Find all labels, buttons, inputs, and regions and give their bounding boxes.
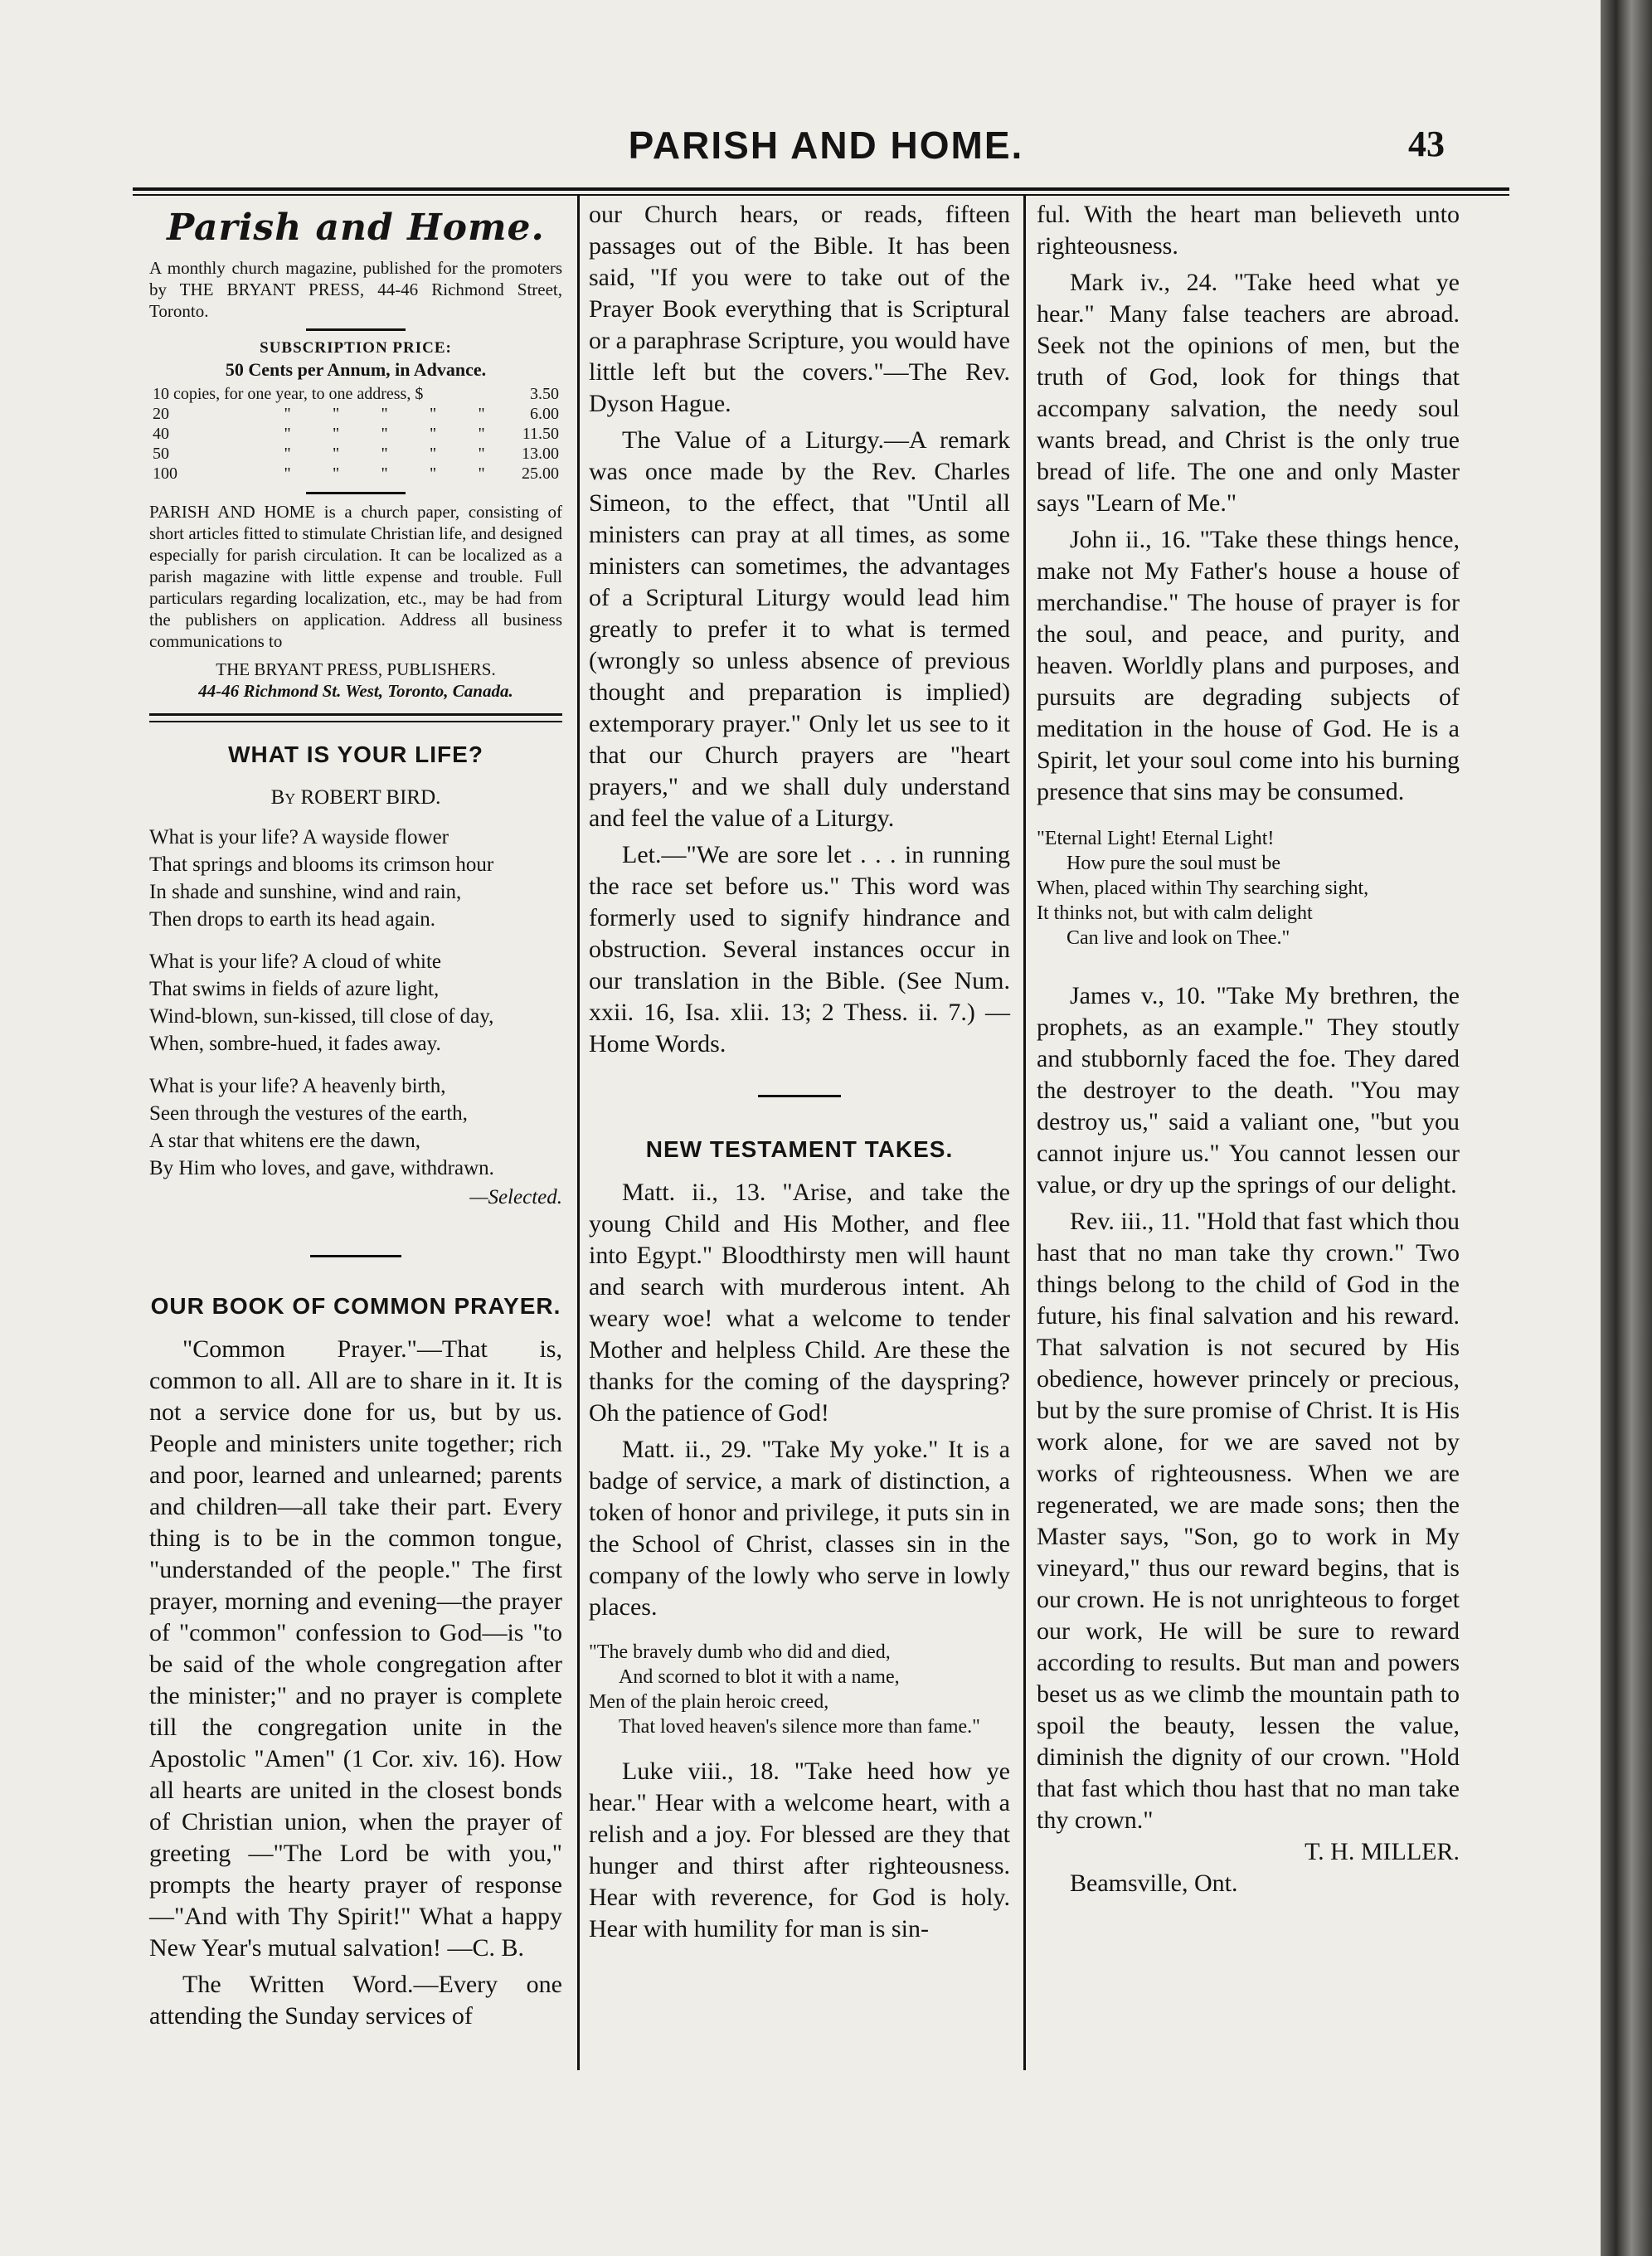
header-rule-top xyxy=(133,187,1509,191)
poem-line: What is your life? A heavenly birth, xyxy=(149,1075,446,1097)
ditto-mark: " xyxy=(284,405,291,423)
verse-block xyxy=(1037,826,1460,951)
running-header-title: PARISH AND HOME. xyxy=(628,124,1024,167)
rate-copies: 10 copies, for one year, to one address, $ xyxy=(153,385,424,403)
verse-line: It thinks not, but with calm delight xyxy=(1037,902,1313,924)
ditto-mark: " xyxy=(333,405,340,423)
column-divider-2 xyxy=(1023,196,1026,2070)
ditto-mark: " xyxy=(478,425,485,443)
ditto-mark: " xyxy=(478,445,485,463)
article-paragraph: The Written Word.—Every one attending the Sunday services of xyxy=(149,1971,562,2030)
page-number: 43 xyxy=(1408,124,1445,164)
column-2 xyxy=(589,199,1010,1950)
ditto-mark: " xyxy=(478,464,485,483)
address-line: 44-46 Richmond St. West, Toronto, Canada. xyxy=(198,681,513,701)
poem-line: That swims in fields of azure light, xyxy=(149,978,440,1000)
ditto-mark: " xyxy=(478,405,485,423)
article-paragraph: our Church hears, or reads, fifteen passages out of the Bible. It has been said, "If you were to take out of the Prayer Book everything that is Scriptural or a paraphrase Scripture, you would have little left but the covers."—The Rev. Dyson Hague. xyxy=(589,201,1010,417)
masthead: Parish and Home. xyxy=(167,207,545,249)
verse-block xyxy=(589,1640,1010,1739)
verse-line: Can live and look on Thee." xyxy=(1067,927,1290,949)
rate-price: 11.50 xyxy=(522,425,559,443)
ditto-mark: " xyxy=(429,405,437,423)
table-row xyxy=(149,404,562,424)
article-paragraph: Mark iv., 24. "Take heed what ye hear." Many false teachers are abroad. Seek not the opinions of men, but the truth of God, look for things that accompany salvation, the needy soul wants bread, and Christ is the only true bread of life. The one and only Master says "Learn of Me." xyxy=(1037,269,1460,517)
subscription-heading: SUBSCRIPTION PRICE: xyxy=(260,339,452,357)
rate-copies: 100 xyxy=(153,464,177,483)
author-signature: T. H. MILLER. xyxy=(1305,1838,1460,1865)
table-row xyxy=(149,464,562,484)
divider xyxy=(306,328,406,331)
ditto-mark: " xyxy=(333,425,340,443)
rate-price: 6.00 xyxy=(530,405,559,423)
verse-line: "The bravely dumb who did and died, xyxy=(589,1641,891,1663)
table-row xyxy=(149,384,562,404)
poem-signature: —Selected. xyxy=(469,1186,562,1208)
author-place: Beamsville, Ont. xyxy=(1070,1869,1238,1897)
rate-price: 25.00 xyxy=(522,464,559,483)
poem-line: By Him who loves, and gave, withdrawn. xyxy=(149,1157,494,1179)
article-paragraph: Matt. ii., 29. "Take My yoke." It is a badge of service, a mark of distinction, a token of honor and privilege, it puts sin in the School of Christ, classes sin in the company of the lowly who serve in lowly places. xyxy=(589,1436,1010,1621)
poem-line: Seen through the vestures of the earth, xyxy=(149,1102,468,1125)
poem-line: Wind-blown, sun-kissed, till close of day, xyxy=(149,1005,494,1028)
poem-title: WHAT IS YOUR LIFE? xyxy=(228,741,483,767)
poem-byline: By ROBERT BIRD. xyxy=(270,786,441,809)
table-row xyxy=(149,424,562,444)
ditto-mark: " xyxy=(429,464,437,483)
article-paragraph: ful. With the heart man believeth unto righteousness. xyxy=(1037,201,1460,260)
section-rule xyxy=(149,721,562,722)
poem-line: That springs and blooms its crimson hour xyxy=(149,853,494,876)
ditto-mark: " xyxy=(381,464,388,483)
poem-stanza xyxy=(149,1072,562,1182)
article-paragraph: James v., 10. "Take My brethren, the prophets, as an example." They stoutly and stubbornly faced the foe. They dared the destroyer to the death. "You may destroy us," said a valiant one, "but you cannot injure us." You cannot lessen our value, or dry up the springs of our delight. xyxy=(1037,982,1460,1198)
article-paragraph: The Value of a Liturgy.—A remark was once made by the Rev. Charles Simeon, to the effect, that "Until all ministers can pray at all times, as some ministers can sometimes, the advantages of a Scriptural Liturgy would lead him greatly to prefer it to what is termed (wrongly so unless absence of previous thought and preparation is implied) extemporary prayer." Only let us see to it that our Church prayers are "heart prayers," and we shall duly understand and feel the value of a Liturgy. xyxy=(589,426,1010,832)
description-text: PARISH AND HOME is a church paper, consisting of short articles fitted to stimulate Christian life, and designed especially for parish circulation. It can be localized as a parish magazine with little expense and trouble. Full particulars regarding localization, etc., may be had from the publishers on application. Address all business communications to xyxy=(149,502,562,651)
article-title: OUR BOOK OF COMMON PRAYER. xyxy=(150,1293,561,1319)
poem-line: What is your life? A wayside flower xyxy=(149,826,449,848)
article-paragraph: Let.—"We are sore let . . . in running the race set before us." This word was formerly used to signify hindrance and obstruction. Several instances occur in our translation in the Bible. (See Num. xxii. 16, Isa. xlii. 13; 2 Thess. ii. 7.) —Home Words. xyxy=(589,841,1010,1058)
ditto-mark: " xyxy=(429,445,437,463)
article-paragraph: Luke viii., 18. "Take heed how ye hear." Hear with a welcome heart, with a relish and a joy. For blessed are they that hunger and thirst after righteousness. Hear with reverence, for God is holy. Hear with humility for man is sin- xyxy=(589,1758,1010,1942)
rate-copies: 50 xyxy=(153,445,169,463)
ditto-mark: " xyxy=(333,464,340,483)
ditto-mark: " xyxy=(284,425,291,443)
verse-line: When, placed within Thy searching sight, xyxy=(1037,878,1369,899)
divider xyxy=(310,1255,401,1257)
poem-line: Then drops to earth its head again. xyxy=(149,908,436,931)
poem-stanza xyxy=(149,948,562,1058)
publisher-line: THE BRYANT PRESS, PUBLISHERS. xyxy=(216,659,496,679)
verse-line: "Eternal Light! Eternal Light! xyxy=(1037,828,1275,849)
rates-table xyxy=(149,384,562,484)
poem-line: What is your life? A cloud of white xyxy=(149,951,442,973)
article-paragraph: Rev. iii., 11. "Hold that fast which thou hast that no man take thy crown." Two things belong to the child of God in the future, his final salvation and his reward. That salvation is not secured by His obedience, however princely or precious, but by the sure promise of Christ. It is His work alone, for we are saved not by works of righteousness. When we are regenerated, we are made sons; then the Master says, "Son, go to work in My vineyard," thus our reward begins, that is our crown. He is not unrighteous to forget our work, He will be sure to reward according to results. But man and powers beset us as we climb the mountain path to spoil the beauty, lessen the value, diminish the dignity of our crown. "Hold that fast which thou hast that no man take thy crown." xyxy=(1037,1208,1460,1834)
column-1 xyxy=(149,207,562,2037)
poem-line: A star that whitens ere the dawn, xyxy=(149,1130,420,1152)
column-3 xyxy=(1037,199,1460,1899)
poem-stanza xyxy=(149,824,562,933)
section-rule xyxy=(149,713,562,716)
masthead-info xyxy=(149,257,562,702)
ditto-mark: " xyxy=(381,425,388,443)
article-paragraph: John ii., 16. "Take these things hence, make not My Father's house a house of merchandise." The house of prayer is for the soul, and peace, and purity, and heaven. Worldly plans and purposes, and pursuits are degrading subjects of meditation in the house of God. He is a Spirit, let your soul come into his burning presence that sins may be consumed. xyxy=(1037,526,1460,805)
rate-copies: 20 xyxy=(153,405,169,423)
subscription-line: 50 Cents per Annum, in Advance. xyxy=(225,359,487,380)
article-paragraph: Matt. ii., 13. "Arise, and take the young Child and His Mother, and flee into Egypt." Bloodthirsty men will haunt and search with murderous intent. Ah weary woe! what a welcome to tender Mother and helpless Child. Are these the thanks for the coming of the dayspring? Oh the patience of God! xyxy=(589,1179,1010,1427)
poem-line: In shade and sunshine, wind and rain, xyxy=(149,881,462,903)
verse-line: And scorned to blot it with a name, xyxy=(619,1666,900,1688)
ditto-mark: " xyxy=(284,445,291,463)
ditto-mark: " xyxy=(284,464,291,483)
ditto-mark: " xyxy=(381,405,388,423)
ditto-mark: " xyxy=(333,445,340,463)
book-spine-edge xyxy=(1601,0,1652,2256)
divider xyxy=(758,1095,841,1097)
table-row xyxy=(149,444,562,464)
divider xyxy=(306,492,406,494)
intro-text: A monthly church magazine, published for the promoters by THE BRYANT PRESS, 44-46 Richmond Street, Toronto. xyxy=(149,258,562,321)
verse-line: How pure the soul must be xyxy=(1067,853,1280,874)
verse-line: Men of the plain heroic creed, xyxy=(589,1691,829,1713)
section-title: NEW TESTAMENT TAKES. xyxy=(645,1136,954,1162)
rate-price: 3.50 xyxy=(530,385,559,403)
verse-line: That loved heaven's silence more than fame." xyxy=(619,1716,980,1738)
rate-copies: 40 xyxy=(153,425,169,443)
article-paragraph: "Common Prayer."—That is, common to all. All are to share in it. It is not a service done for us, but by us. People and ministers unite together; rich and poor, learned and unlearned; parents and children—all take their part. Every thing is to be in the common tongue, "understanded of the people." The first prayer, morning and evening—the prayer of "common" confession to God—is "to be said of the whole congregation after the minister;" and no prayer is complete till the congregation unite in the Apostolic "Amen" (1 Cor. xiv. 16). How all hearts are united in the closest bonds of Christian union, when the prayer of greeting —"The Lord be with you," prompts the hearty prayer of response—"And with Thy Spirit!" What a happy New Year's mutual salvation! —C. B. xyxy=(149,1335,562,1962)
column-divider-1 xyxy=(577,196,580,2070)
header-rule-bottom xyxy=(133,194,1509,196)
ditto-mark: " xyxy=(429,425,437,443)
rate-price: 13.00 xyxy=(522,445,559,463)
ditto-mark: " xyxy=(381,445,388,463)
poem-line: When, sombre-hued, it fades away. xyxy=(149,1033,441,1055)
